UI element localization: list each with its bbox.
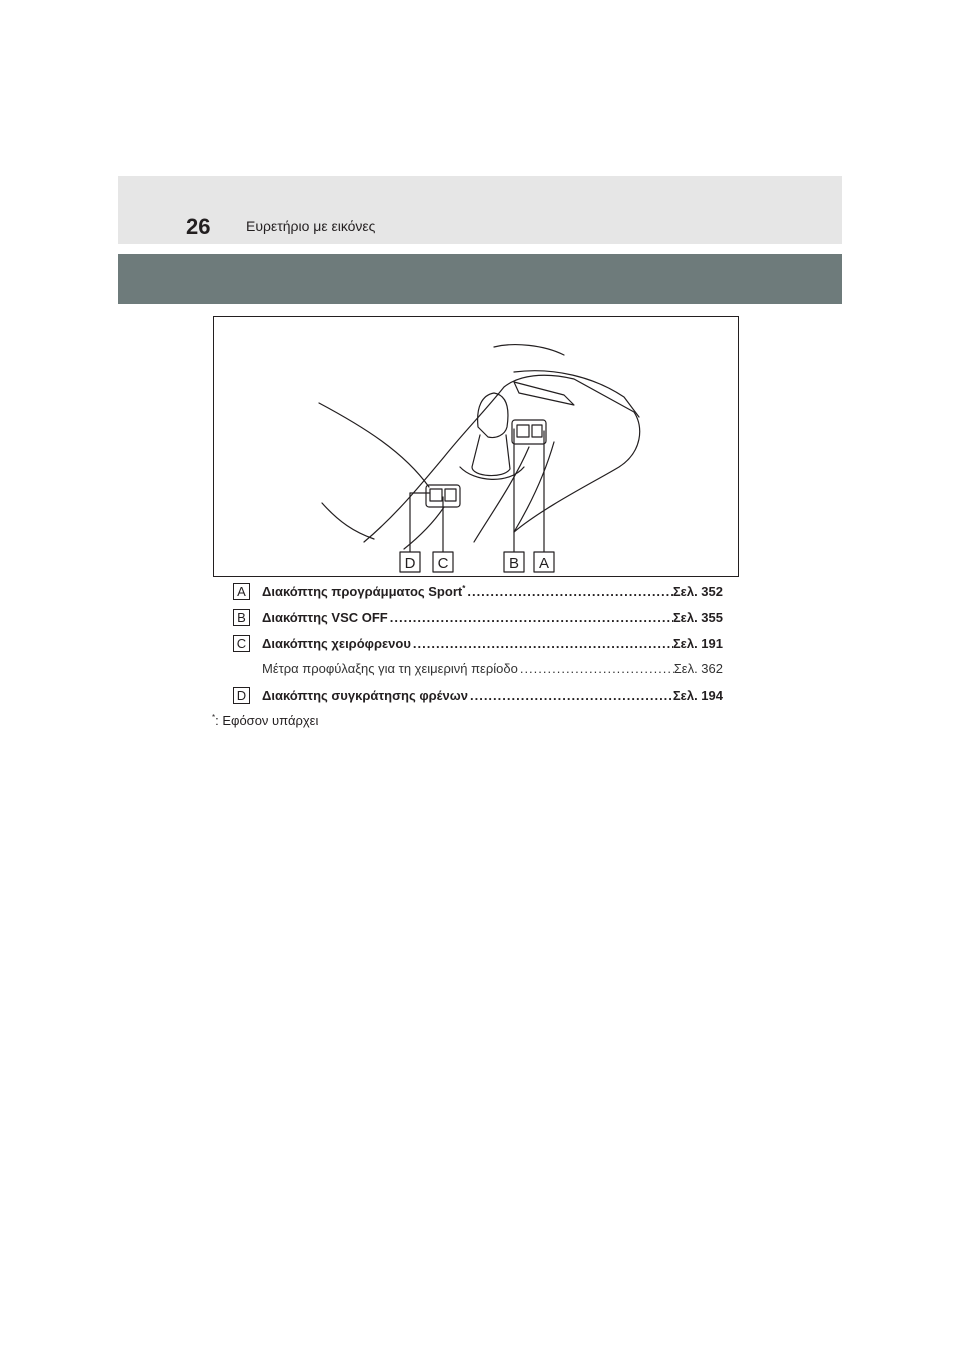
leader-dots: [468, 688, 673, 703]
legend-page-a: Σελ. 352: [672, 584, 723, 599]
footnote-marker: *: [212, 713, 216, 722]
legend-label-d: Διακόπτης συγκράτησης φρένων: [262, 688, 468, 703]
top-vent: [514, 382, 574, 405]
callout-b: B: [508, 555, 520, 572]
legend-key-b: B: [233, 609, 250, 626]
legend-key-d: D: [233, 687, 250, 704]
legend-label-a: Διακόπτης προγράμματος Sport: [262, 584, 463, 599]
legend-sublabel-c: Μέτρα προφύλαξης για τη χειμερινή περίοδο: [262, 661, 518, 676]
legend-item-a: [233, 583, 723, 603]
legend-item-b: [233, 609, 723, 629]
footnote: [212, 713, 318, 728]
legend-label-c: Διακόπτης χειρόφρενου: [262, 636, 411, 651]
section-title: Ευρετήριο με εικόνες: [246, 218, 376, 234]
legend-key-c: C: [233, 635, 250, 652]
dashboard-line: [319, 403, 429, 487]
legend-page-c: Σελ. 191: [672, 636, 723, 651]
legend-subitem-c: [233, 660, 723, 680]
console-outline: [364, 375, 640, 542]
center-console-illustration: [213, 316, 739, 577]
section-banner: [118, 254, 842, 304]
callout-c: C: [437, 555, 449, 572]
leader-dots: [465, 584, 673, 599]
legend-subpage-c: Σελ. 362: [673, 661, 723, 676]
legend-page-d: Σελ. 194: [672, 688, 723, 703]
header-band: [118, 176, 842, 244]
legend-item-c: [233, 635, 723, 655]
legend-label-b: Διακόπτης VSC OFF: [262, 610, 388, 625]
footnote-text: : Εφόσον υπάρχει: [215, 713, 319, 728]
page-number: 26: [186, 214, 211, 239]
leader-dots: [518, 661, 674, 676]
callout-a: A: [538, 555, 550, 572]
leader-dots: [388, 610, 673, 625]
legend-page-b: Σελ. 355: [672, 610, 723, 625]
legend-key-a: A: [233, 583, 250, 600]
legend-item-d: [233, 687, 723, 707]
leader-dots: [411, 636, 673, 651]
legend-marker-a: *: [462, 584, 466, 593]
callout-d: D: [404, 555, 416, 572]
